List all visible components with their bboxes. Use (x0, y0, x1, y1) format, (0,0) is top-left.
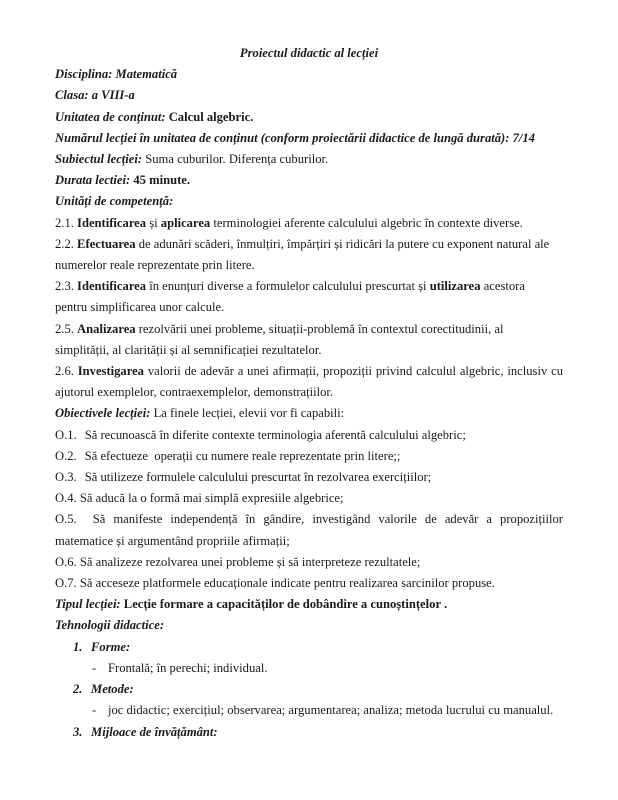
field-lesson-number: Numărul lecției în unitatea de conținut (conform proiectării didactice de lungă durată): 7/14 (55, 130, 535, 145)
competence-number: 2.6. (55, 364, 78, 379)
objective-text: Să analizeze rezolvarea unei probleme și să interpreteze rezultatele; (79, 554, 421, 569)
objective-number: O.5. (55, 512, 77, 527)
field-class: Clasa: a VIII-a (55, 88, 135, 103)
competence-keyword: Identificarea (77, 215, 147, 230)
field-duration-label: Durata lectiei: (55, 173, 131, 188)
technology-number: 1. (73, 639, 83, 654)
competence-item (55, 361, 563, 403)
objective-text: Să acceseze platformele educaționale indicate pentru realizarea sarcinilor propuse. (79, 576, 495, 591)
competence-keyword: Investigarea (77, 364, 144, 379)
dash-bullet-icon: - (92, 703, 97, 718)
competence-text: acestora pentru simplificarea unor calcule. (55, 279, 525, 315)
competence-item (55, 213, 563, 234)
objective-number: O.3. (55, 470, 77, 485)
document-page (55, 43, 563, 743)
competence-number: 2.2. (55, 236, 78, 251)
objective-text: Să manifeste independență în gândire, investigând valorile de adevăr a propozițiilor matematice și argumentând propriile afirmații; (55, 512, 563, 548)
competence-number: 2.3. (55, 279, 78, 294)
competence-item (55, 234, 555, 276)
competence-text: și (146, 215, 161, 230)
competence-text: terminologiei aferente calculului algebric în contexte diverse. (210, 215, 523, 230)
technology-item-methods (55, 679, 563, 700)
technology-label: Mijloace de învățământ: (91, 724, 218, 739)
objective-number: O.1. (55, 427, 77, 442)
technologies-heading: Tehnologii didactice: (55, 618, 165, 633)
objective-number: O.2. (55, 448, 77, 463)
competence-item (55, 276, 560, 318)
competences-heading: Unități de competență: (55, 194, 174, 209)
technology-detail (55, 700, 563, 721)
lesson-type-value: Lecție formare a capacităților de dobândire a cunoștințelor . (120, 597, 448, 612)
objective-item (55, 446, 563, 467)
lesson-type-label: Tipul lecției: (55, 597, 121, 612)
competence-text: rezolvării unei probleme, situații-problemă în contextul corectitudinii, al simplității, al clarității și al semnificației rezultatelor. (55, 321, 504, 357)
field-content-unit-label: Unitatea de conținut: (55, 109, 166, 124)
objective-text: Să efectueze operații cu numere reale reprezentate prin litere;; (84, 448, 401, 463)
competence-keyword: Efectuarea (77, 236, 136, 251)
objective-item (55, 509, 563, 551)
technology-number: 2. (73, 682, 83, 697)
technology-detail-text: joc didactic; exercițiul; observarea; argumentarea; analiza; metoda lucrului cu manualul. (108, 703, 554, 718)
objective-item (55, 425, 563, 446)
objective-number: O.6. (55, 554, 77, 569)
competence-number: 2.5. (55, 321, 78, 336)
field-content-unit-value: Calcul algebric. (165, 109, 254, 124)
objective-number: O.7. (55, 576, 77, 591)
field-subject-value: Suma cuburilor. Diferența cuburilor. (142, 152, 329, 167)
competence-text: în enunțuri diverse a formulelor calculului prescurtat și (146, 279, 430, 294)
objective-item (55, 552, 563, 573)
competence-keyword: aplicarea (160, 215, 211, 230)
objectives-heading: Obiectivele lecției: (55, 406, 151, 421)
field-duration-value: 45 minute. (130, 173, 191, 188)
objective-text: Să utilizeze formulele calculului prescurtat în rezolvarea exercițiilor; (84, 470, 432, 485)
document-title: Proiectul didactic al lecției (239, 46, 379, 60)
technology-detail-text: Frontală; în perechi; individual. (108, 660, 268, 675)
field-duration (55, 170, 563, 191)
objective-text: Să aducă la o formă mai simplă expresiile algebrice; (79, 491, 344, 506)
technology-detail (55, 658, 563, 679)
field-content-unit (55, 107, 563, 128)
competence-number: 2.1. (55, 215, 78, 230)
objective-item (55, 467, 563, 488)
competence-text: de adunări scăderi, înmulțiri, împărțiri și ridicări la putere cu exponent natural ale numerelor reale reprezentate prin litere. (55, 236, 550, 273)
competence-keyword: Identificarea (77, 279, 147, 294)
lesson-type (55, 594, 563, 615)
objectives-heading-line (55, 403, 563, 424)
technology-label: Metode: (91, 682, 134, 697)
competence-keyword: Analizarea (77, 321, 136, 336)
technology-item-forms (55, 637, 563, 658)
dash-bullet-icon: - (92, 660, 97, 675)
objectives-intro: La finele lecției, elevii vor fi capabili: (150, 406, 345, 421)
objective-text: Să recunoască în diferite contexte terminologia aferentă calculului algebric; (84, 427, 466, 442)
field-subject (55, 149, 563, 170)
field-subject-label: Subiectul lecției: (55, 152, 143, 167)
field-discipline: Disciplina: Matematică (55, 67, 178, 82)
competence-item (55, 319, 555, 361)
competence-text: valorii de adevăr a unei afirmații, propoziții privind calculul algebric, inclusiv cu ajutorul exemplelor, contraexemplelor, demonstrațiilor. (55, 364, 563, 400)
objective-item (55, 488, 563, 509)
technology-item-means (55, 722, 563, 743)
technology-label: Forme: (91, 639, 131, 654)
objective-number: O.4. (55, 491, 77, 506)
technology-number: 3. (73, 724, 83, 739)
objective-item (55, 573, 563, 594)
competence-keyword: utilizarea (429, 279, 481, 294)
